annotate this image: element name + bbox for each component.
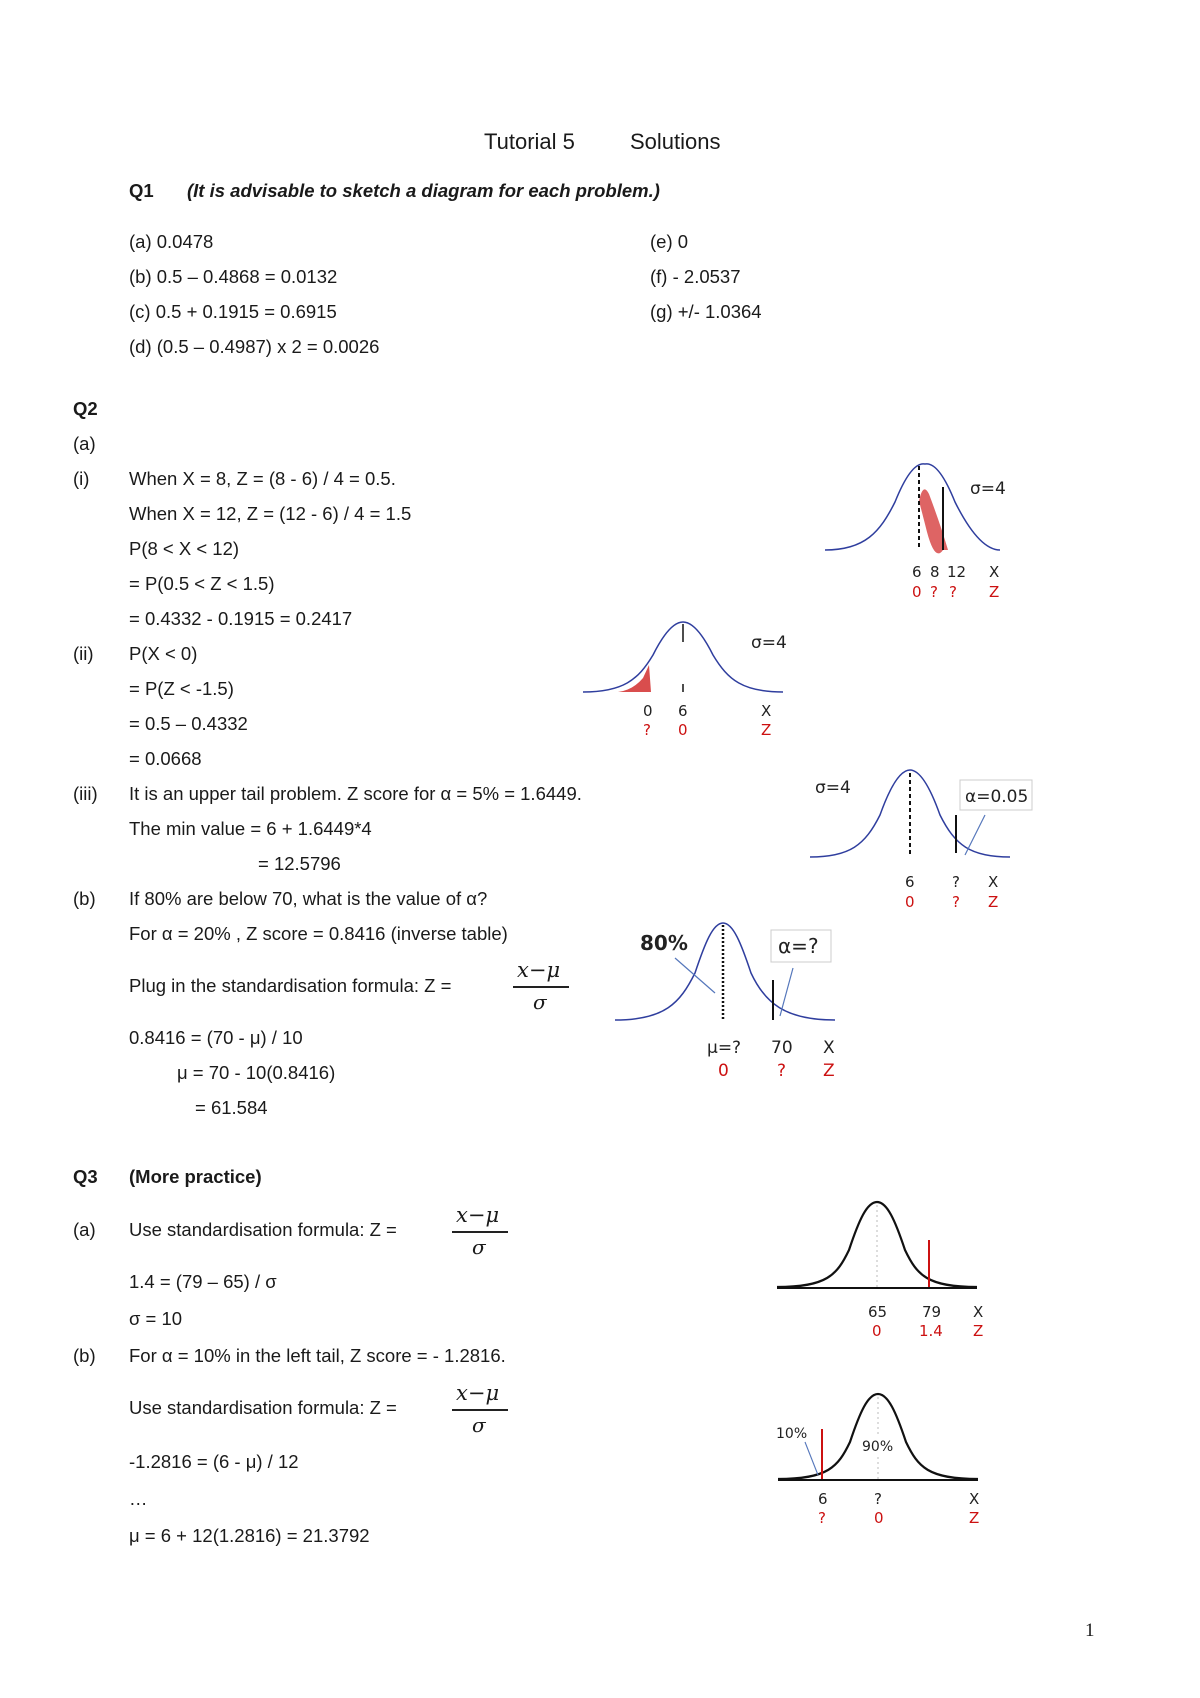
q3-part-b-label: (b)	[73, 1345, 96, 1366]
x-tick-0: 0	[643, 702, 653, 720]
z-tick-0: 0	[912, 583, 922, 601]
q1-note: (It is advisable to sketch a diagram for each problem.)	[187, 180, 660, 201]
x-axis-label: X	[969, 1490, 980, 1508]
page-subtitle: Solutions	[630, 129, 721, 154]
q3-part-a-label: (a)	[73, 1219, 96, 1240]
normal-curve-diagram-1	[825, 462, 1025, 612]
q1-answer-a: (a) 0.0478	[129, 231, 214, 252]
q3-heading: (More practice)	[129, 1166, 262, 1187]
z-axis-label: Z	[823, 1061, 835, 1081]
x-tick-65: 65	[868, 1303, 888, 1321]
x-tick-mu: μ=?	[707, 1038, 742, 1058]
bell-curve	[777, 1202, 977, 1287]
x-axis-label: X	[761, 702, 772, 720]
z-tick-0: 0	[678, 721, 688, 739]
alpha-arrow	[780, 968, 793, 1016]
q1-answer-c: (c) 0.5 + 0.1915 = 0.6915	[129, 301, 337, 322]
x-axis-label: X	[989, 563, 1000, 581]
center-pct-label: 90%	[862, 1439, 894, 1455]
x-tick-79: 79	[922, 1303, 942, 1321]
standardisation-formula	[513, 958, 571, 1014]
q2-i-line5: = 0.4332 - 0.1915 = 0.2417	[129, 608, 353, 629]
page-title: Tutorial 5	[484, 129, 575, 154]
q1-answer-f: (f) - 2.0537	[650, 266, 741, 287]
bell-curve	[825, 464, 1000, 550]
standardisation-formula-q3b	[452, 1381, 510, 1437]
q2-i-line4: = P(0.5 < Z < 1.5)	[129, 573, 275, 594]
q3-b-line4: …	[129, 1488, 148, 1509]
alpha-label: α=?	[778, 934, 819, 958]
q2-part-a-label: (a)	[73, 433, 96, 454]
q2-iii-line3: = 12.5796	[258, 853, 341, 874]
formula-numerator: x−μ	[456, 1203, 500, 1227]
z-tick-q: ?	[952, 893, 960, 911]
q1-answer-g: (g) +/- 1.0364	[650, 301, 762, 322]
q3-b-line5: μ = 6 + 12(1.2816) = 21.3792	[129, 1525, 370, 1546]
q2-ii-line4: = 0.0668	[129, 748, 202, 769]
normal-curve-diagram-4	[615, 918, 855, 1098]
z-tick-0: 0	[718, 1061, 729, 1081]
q2-b-line2: For α = 20% , Z score = 0.8416 (inverse table)	[129, 923, 508, 944]
q3-a-line2: 1.4 = (79 – 65) / σ	[129, 1271, 277, 1292]
normal-curve-diagram-5	[777, 1195, 1007, 1345]
x-axis-label: X	[823, 1038, 835, 1058]
x-tick-6: 6	[912, 563, 922, 581]
x-tick-q: ?	[952, 873, 960, 891]
pct-label: 80%	[640, 931, 688, 955]
q1-answer-b: (b) 0.5 – 0.4868 = 0.0132	[129, 266, 338, 287]
z-tick-1-4: 1.4	[919, 1322, 943, 1340]
z-tick-q2: ?	[949, 583, 957, 601]
q3-b-line3: -1.2816 = (6 - μ) / 12	[129, 1451, 299, 1472]
z-tick-0: 0	[905, 893, 915, 911]
q2-label: Q2	[73, 398, 98, 419]
q2-iii-line2: The min value = 6 + 1.6449*4	[129, 818, 372, 839]
q2-i-line2: When X = 12, Z = (12 - 6) / 4 = 1.5	[129, 503, 412, 524]
formula-denominator: σ	[472, 1235, 486, 1259]
alpha-label: α=0.05	[965, 787, 1029, 807]
q2-ii-line2: = P(Z < -1.5)	[129, 678, 234, 699]
z-tick-0: 0	[872, 1322, 882, 1340]
formula-bar	[452, 1409, 508, 1411]
x-axis-label: X	[973, 1303, 984, 1321]
x-axis-label: X	[988, 873, 999, 891]
formula-numerator: x−μ	[517, 958, 561, 982]
normal-curve-diagram-2	[583, 620, 787, 750]
q2-part-b-label: (b)	[73, 888, 96, 909]
formula-numerator: x−μ	[456, 1381, 500, 1405]
q2-i-line1: When X = 8, Z = (8 - 6) / 4 = 0.5.	[129, 468, 396, 489]
q1-answer-e: (e) 0	[650, 231, 689, 252]
x-tick-70: 70	[771, 1038, 793, 1058]
normal-curve-diagram-6	[770, 1387, 1000, 1537]
sigma-label: σ=4	[815, 778, 851, 798]
q3-a-line1: Use standardisation formula: Z =	[129, 1219, 397, 1240]
z-axis-label: Z	[761, 721, 772, 739]
q2-b-line5: μ = 70 - 10(0.8416)	[177, 1062, 336, 1083]
pct-arrow	[805, 1442, 818, 1475]
q2-b-line4: 0.8416 = (70 - μ) / 10	[129, 1027, 303, 1048]
left-pct-label: 10%	[776, 1426, 808, 1442]
x-tick-6: 6	[678, 702, 688, 720]
x-tick-6: 6	[818, 1490, 828, 1508]
page-number: 1	[1085, 1620, 1095, 1641]
sigma-label: σ=4	[751, 633, 787, 653]
q1-label: Q1	[129, 180, 154, 201]
formula-bar	[513, 986, 569, 988]
sigma-label: σ=4	[970, 479, 1006, 499]
formula-bar	[452, 1231, 508, 1233]
q3-label: Q3	[73, 1166, 98, 1187]
q2-b-line1: If 80% are below 70, what is the value of α?	[129, 888, 488, 909]
standardisation-formula-q3a	[452, 1203, 510, 1259]
q2-part-iii-label: (iii)	[73, 783, 98, 804]
z-tick-q: ?	[777, 1061, 787, 1081]
z-tick-q: ?	[818, 1509, 826, 1527]
q2-ii-line3: = 0.5 – 0.4332	[129, 713, 248, 734]
q2-part-i-label: (i)	[73, 468, 90, 489]
pct-arrow	[675, 958, 715, 993]
z-tick-0: 0	[874, 1509, 884, 1527]
q3-a-line3: σ = 10	[129, 1308, 183, 1329]
z-axis-label: Z	[989, 583, 1000, 601]
x-tick-12: 12	[947, 563, 967, 581]
q2-b-line3: Plug in the standardisation formula: Z =	[129, 975, 452, 996]
z-axis-label: Z	[969, 1509, 980, 1527]
q1-answer-d: (d) (0.5 – 0.4987) x 2 = 0.0026	[129, 336, 380, 357]
alpha-arrow	[965, 815, 985, 855]
z-axis-label: Z	[973, 1322, 984, 1340]
q2-b-line6: = 61.584	[195, 1097, 268, 1118]
q3-b-line2: Use standardisation formula: Z =	[129, 1397, 397, 1418]
z-tick-q1: ?	[930, 583, 938, 601]
q2-i-line3: P(8 < X < 12)	[129, 538, 240, 559]
q2-iii-line1: It is an upper tail problem. Z score for α = 5% = 1.6449.	[129, 783, 582, 804]
x-tick-6: 6	[905, 873, 915, 891]
q2-part-ii-label: (ii)	[73, 643, 94, 664]
z-tick-q: ?	[643, 721, 651, 739]
normal-curve-diagram-3	[810, 765, 1040, 915]
z-axis-label: Z	[988, 893, 999, 911]
formula-denominator: σ	[472, 1413, 486, 1437]
q3-b-line1: For α = 10% in the left tail, Z score = - 1.2816.	[129, 1345, 506, 1366]
formula-denominator: σ	[533, 990, 547, 1014]
q2-ii-line1: P(X < 0)	[129, 643, 198, 664]
x-tick-8: 8	[930, 563, 940, 581]
x-tick-q: ?	[874, 1490, 882, 1508]
